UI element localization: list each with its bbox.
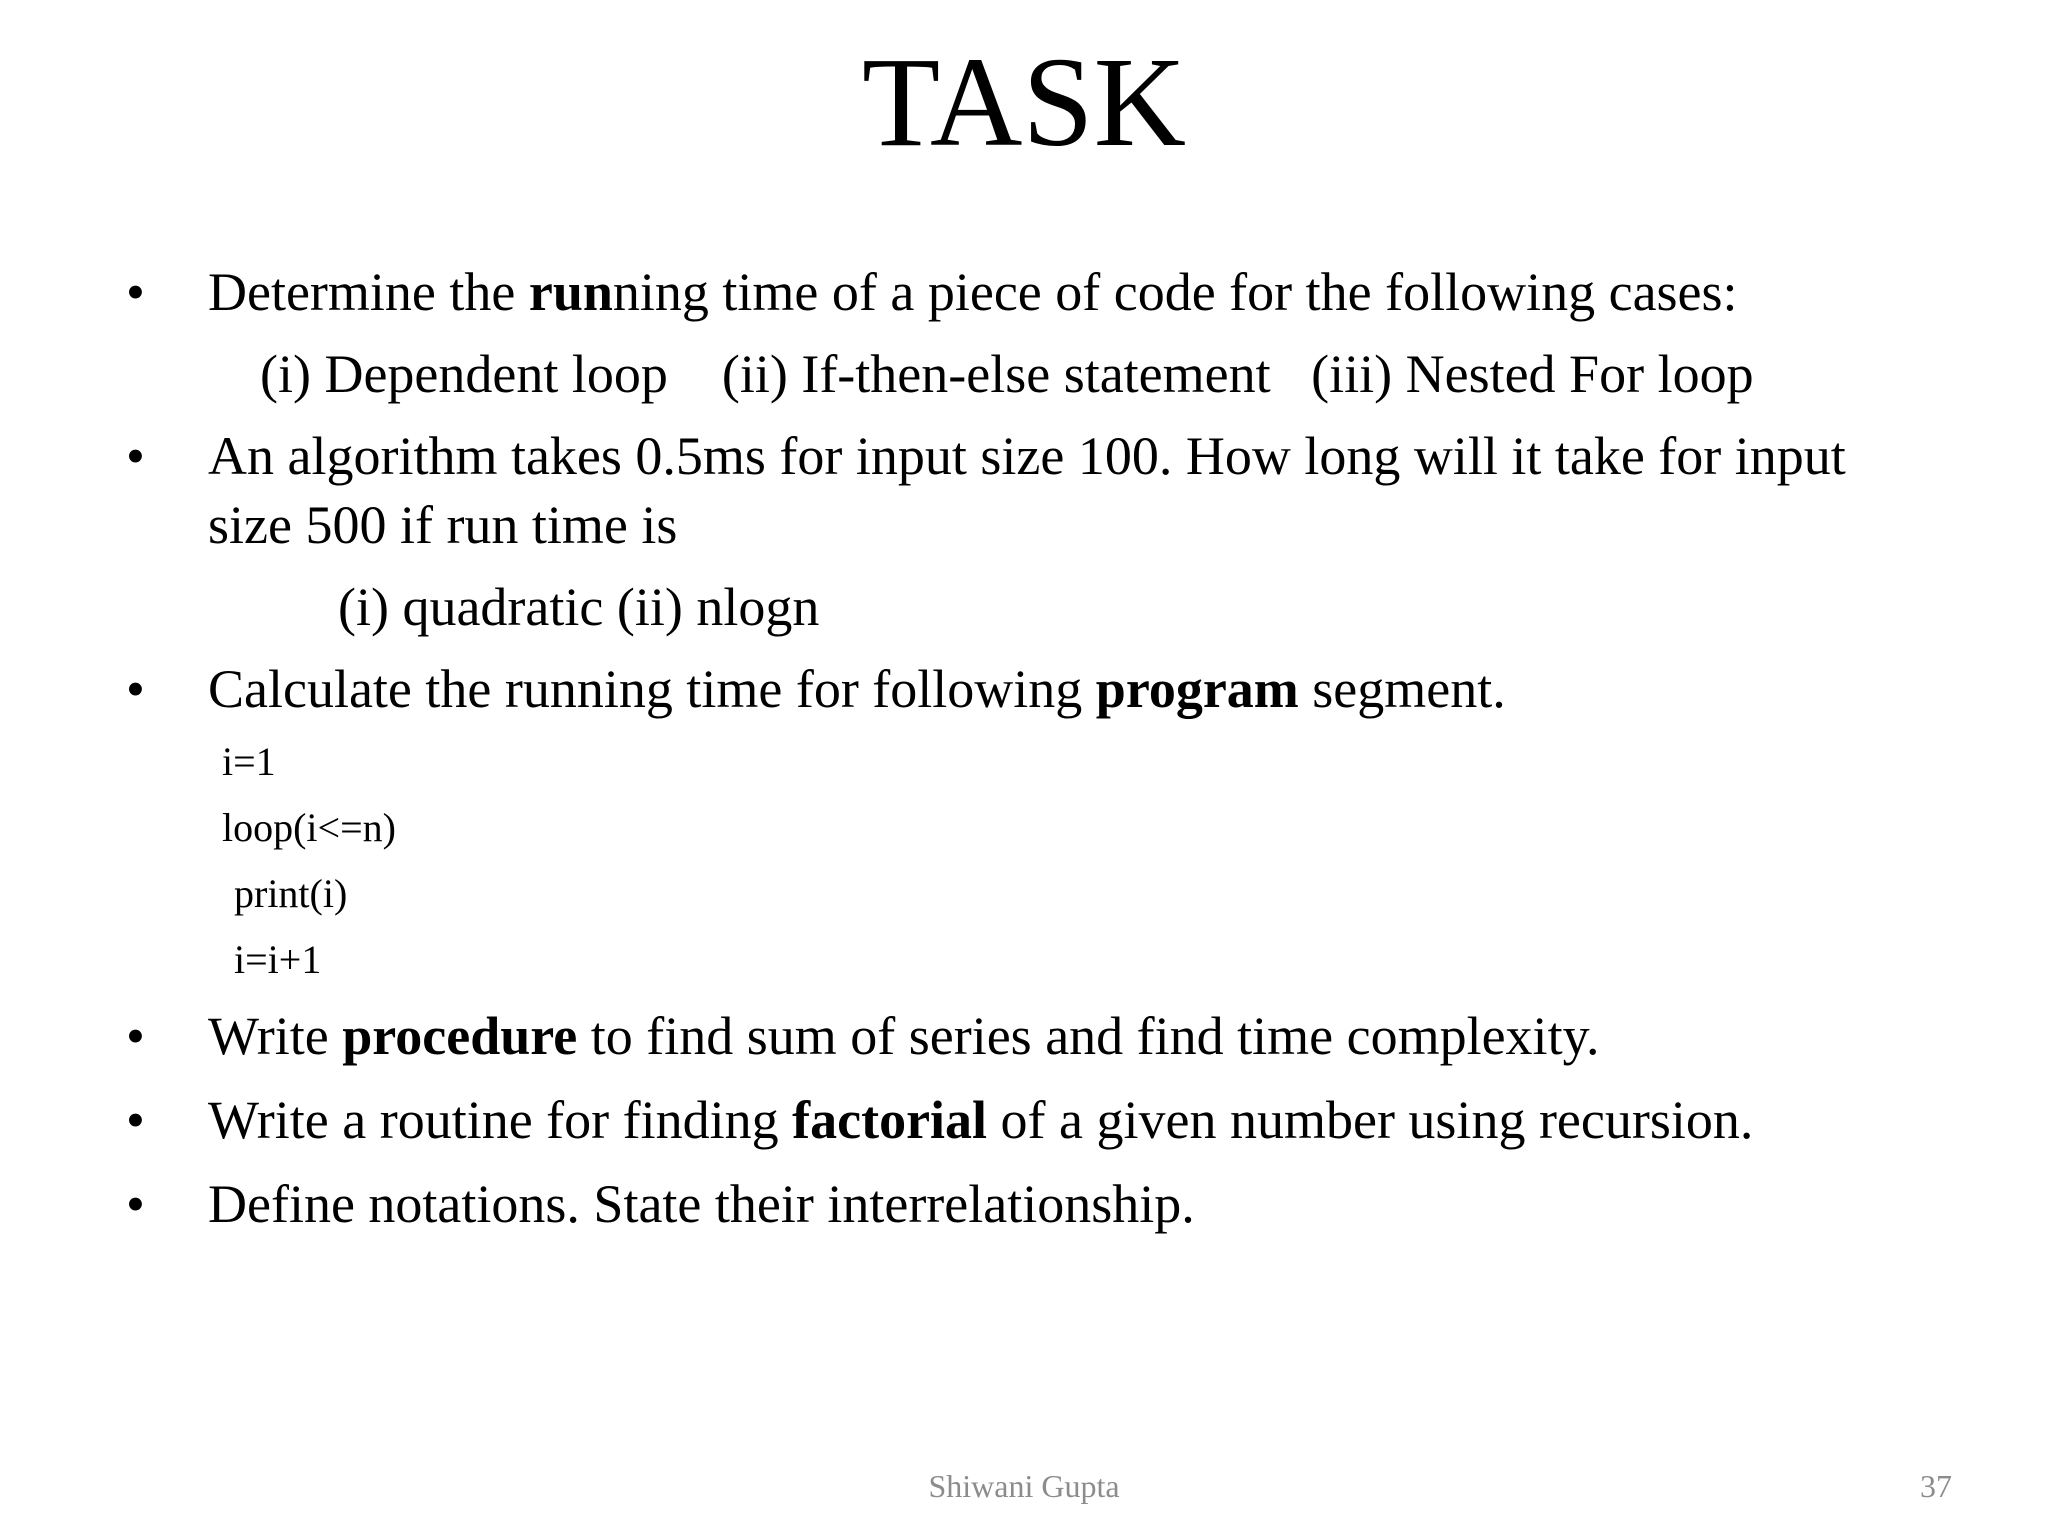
bullet-marker: •: [126, 262, 145, 322]
code-line: loop(i<=n): [222, 805, 396, 850]
bullet-bold-text: procedure: [342, 1006, 578, 1066]
sub-item-runtime-types: (i) quadratic (ii) nlogn: [338, 577, 820, 637]
bullet-algorithm-line-1: An algorithm takes 0.5ms for input size 100. How long will it take for input: [208, 426, 1846, 486]
bullet-text: Determine the: [208, 262, 529, 322]
bullet-text: ning time of a piece of code for the following cases:: [612, 262, 1738, 322]
bullet-running-time: [208, 260, 1738, 324]
slide-title: TASK: [862, 31, 1186, 173]
bullet-text: of a given number using recursion.: [987, 1090, 1754, 1150]
code-line: i=i+1: [234, 937, 322, 982]
bullet-text: Calculate the running time for following: [208, 659, 1096, 719]
bullet-marker: •: [126, 1006, 145, 1066]
bullet-factorial: [208, 1088, 1753, 1152]
bullet-bold-text: run: [528, 262, 613, 322]
bullet-procedure: [208, 1004, 1600, 1068]
bullet-bold-text: factorial: [792, 1090, 988, 1150]
bullet-notations: Define notations. State their interrelationship.: [208, 1174, 1195, 1234]
code-line: print(i): [234, 871, 348, 916]
bullet-marker: •: [126, 1090, 145, 1150]
sub-item-cases: (i) Dependent loop (ii) If-then-else statement (iii) Nested For loop: [260, 344, 1754, 404]
bullet-text: segment.: [1298, 659, 1506, 719]
bullet-bold-text: program: [1095, 659, 1299, 719]
bullet-marker: •: [126, 426, 145, 486]
footer-author: Shiwani Gupta: [928, 1468, 1120, 1504]
bullet-text: to find sum of series and find time complexity.: [577, 1006, 1600, 1066]
bullet-algorithm-line-2: size 500 if run time is: [208, 495, 678, 555]
bullet-text: Write a routine for finding: [208, 1090, 793, 1150]
code-line: i=1: [222, 739, 276, 784]
bullet-program-segment: [208, 657, 1506, 721]
bullet-marker: •: [126, 1174, 145, 1234]
page-number: 37: [1920, 1468, 1952, 1504]
bullet-marker: •: [126, 659, 145, 719]
bullet-text: Write: [208, 1006, 343, 1066]
